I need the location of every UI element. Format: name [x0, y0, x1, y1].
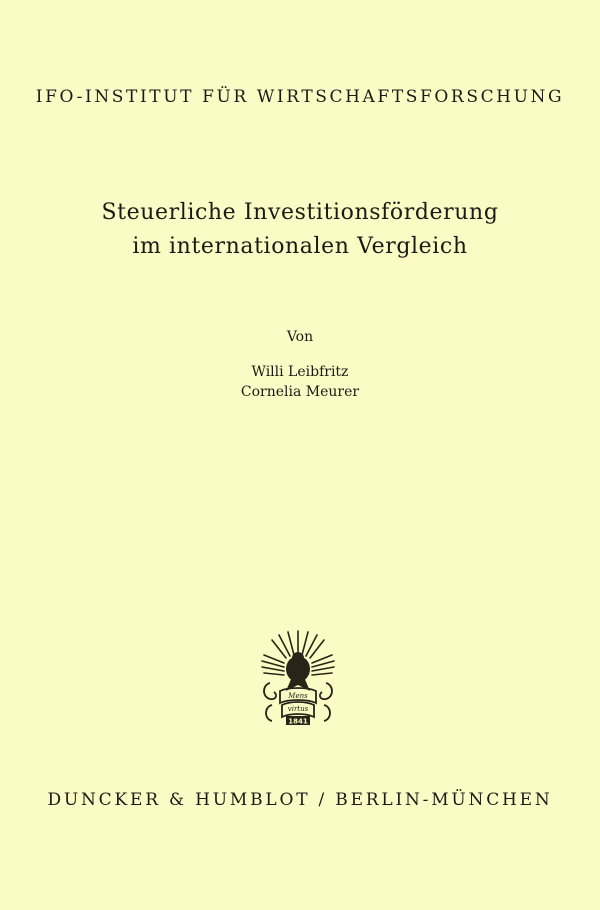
author-1: Willi Leibfritz: [251, 364, 349, 380]
author-2: Cornelia Meurer: [240, 384, 360, 400]
emblem-motto-1: Mens: [288, 692, 308, 700]
publisher-eagle-emblem-icon: [256, 625, 340, 725]
title-line-2: im internationalen Vergleich: [132, 234, 468, 259]
book-title: [0, 196, 600, 264]
authors: [0, 362, 600, 402]
title-line-1: Steuerliche Investitionsförderung: [101, 200, 499, 225]
by-label: Von: [286, 329, 314, 345]
institute-name: IFO-INSTITUT FÜR WIRTSCHAFTSFORSCHUNG: [35, 87, 565, 107]
emblem-year: 1841: [288, 717, 308, 725]
emblem-motto-2: virtus: [287, 705, 309, 713]
publisher-line: DUNCKER & HUMBLOT / BERLIN-MÜNCHEN: [47, 790, 553, 810]
